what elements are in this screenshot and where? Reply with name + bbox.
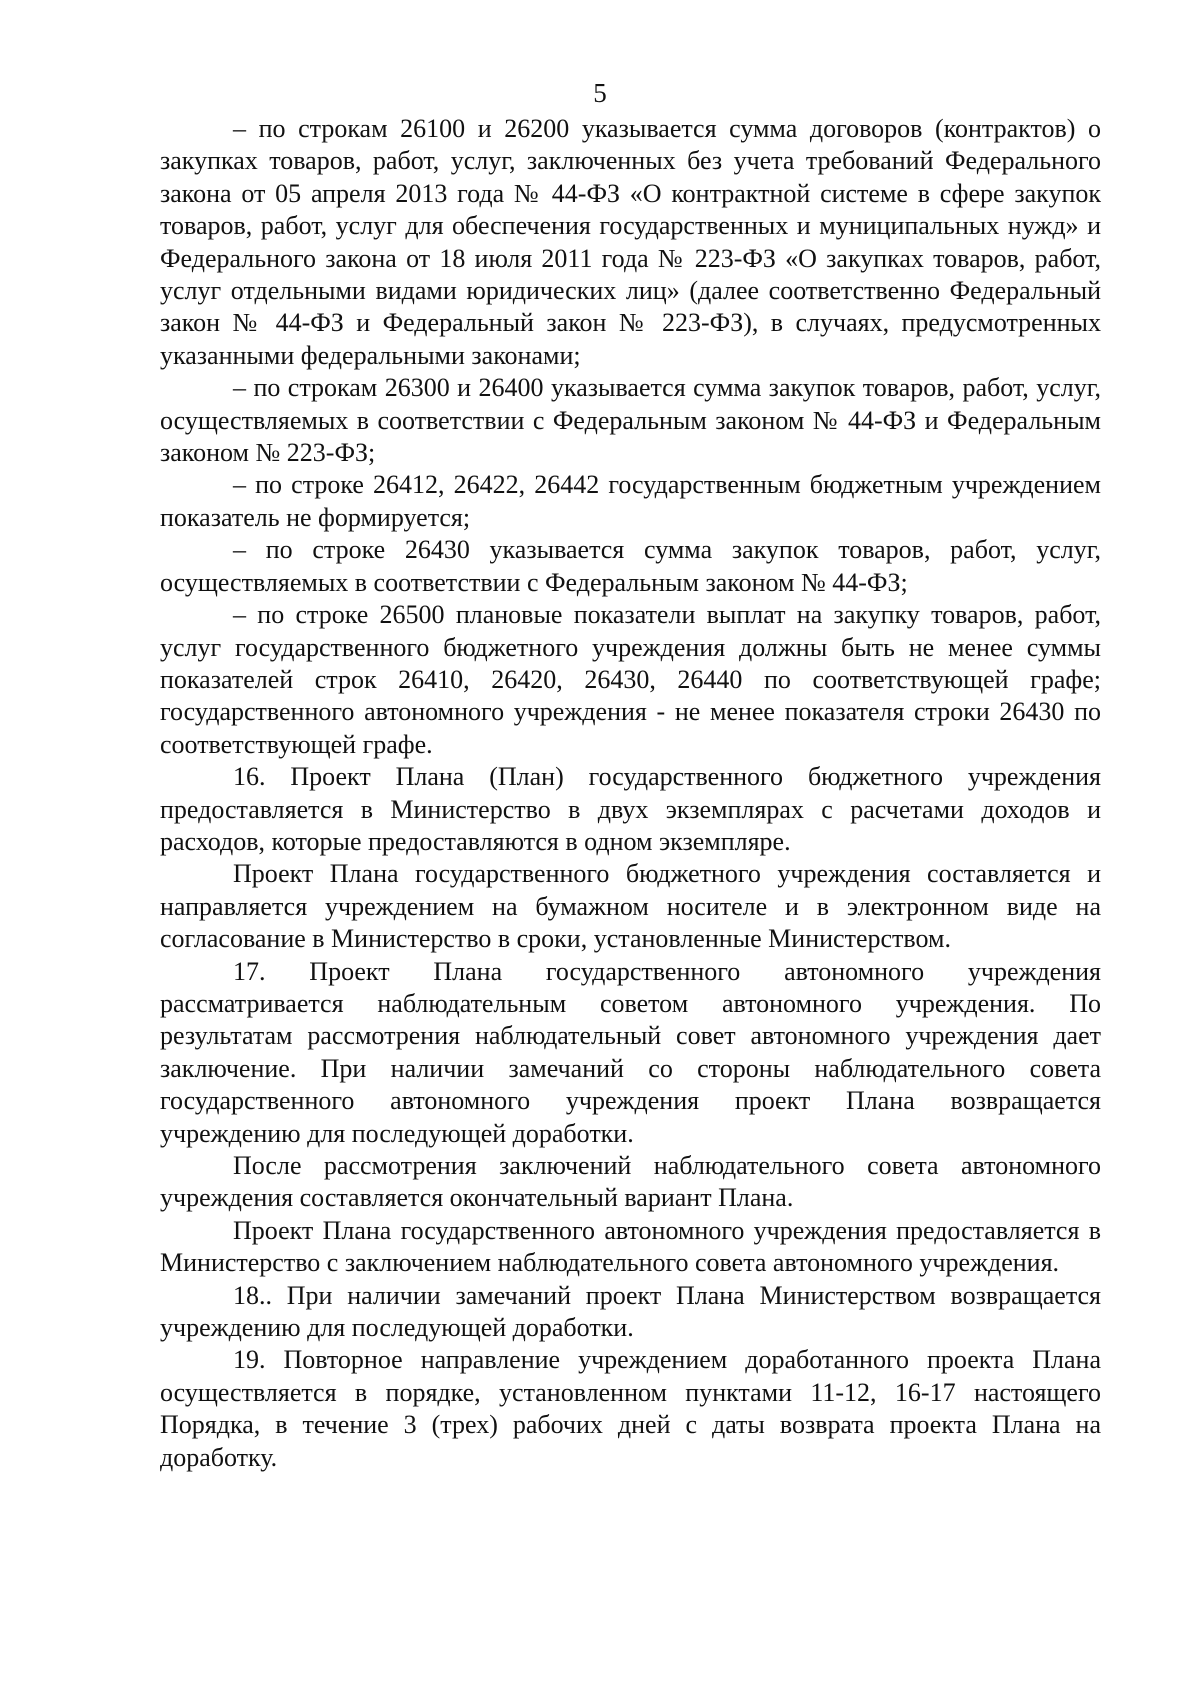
paragraph-item-17: 17. Проект Плана государственного автономного учреждения рассматривается наблюдательным советом автономного учреждения. По результатам рассмотрения наблюдательный совет автономного учреждения дает заключение. При наличии замечаний со стороны наблюдательного совета государственного автономного учреждения проект Плана возвращается учреждению для последующей доработки.	[160, 956, 1101, 1148]
paragraph-lines-26412-26442: – по строке 26412, 26422, 26442 государственным бюджетным учреждением показатель не формируется;	[160, 470, 1101, 532]
document-body	[160, 113, 1101, 1474]
paragraph-item-17-submission: Проект Плана государственного автономного учреждения предоставляется в Министерство с заключением наблюдательного совета автономного учреждения.	[160, 1215, 1101, 1278]
paragraph-item-16-submission: Проект Плана государственного бюджетного учреждения составляется и направляется учреждением на бумажном носителе и в электронном виде на согласование в Министерство в сроки, установленные Министерством.	[160, 859, 1101, 954]
page-number: 5	[593, 78, 607, 108]
paragraph-item-18: 18.. При наличии замечаний проект Плана Министерством возвращается учреждению для последующей доработки.	[160, 1280, 1101, 1343]
paragraph-item-19: 19. Повторное направление учреждением доработанного проекта Плана осуществляется в порядке, установленном пунктами 11-12, 16-17 настоящего Порядка, в течение 3 (трех) рабочих дней с даты возврата проекта Плана на доработку.	[160, 1345, 1101, 1472]
paragraph-line-26430: – по строке 26430 указывается сумма закупок товаров, работ, услуг, осуществляемых в соответствии с Федеральным законом № 44-ФЗ;	[160, 535, 1101, 597]
paragraph-item-16: 16. Проект Плана (План) государственного бюджетного учреждения предоставляется в Министерство в двух экземплярах с расчетами доходов и расходов, которые предоставляются в одном экземпляре.	[160, 762, 1101, 856]
paragraph-lines-26300-26400: – по строкам 26300 и 26400 указывается сумма закупок товаров, работ, услуг, осуществляемых в соответствии с Федеральным законом № 44-ФЗ и Федеральным законом № 223-ФЗ;	[160, 373, 1101, 468]
paragraph-line-26500: – по строке 26500 плановые показатели выплат на закупку товаров, работ, услуг государственного бюджетного учреждения должны быть не менее суммы показателей строк 26410, 26420, 26430, 26440 по соответствующей графе; государственного автономного учреждения - не менее показателя строки 26430 по соответствующей графе.	[160, 600, 1101, 759]
paragraph-lines-26100-26200: – по строкам 26100 и 26200 указывается сумма договоров (контрактов) о закупках товаров, работ, услуг, заключенных без учета требований Федерального закона от 05 апреля 2013 года № 44-ФЗ «О контрактной системе в сфере закупок товаров, работ, услуг для обеспечения государственных и муниципальных нужд» и Федерального закона от 18 июля 2011 года № 223-ФЗ «О закупках товаров, работ, услуг отдельными видами юридических лиц» (далее соответственно Федеральный закон № 44-ФЗ и Федеральный закон № 223-ФЗ), в случаях, предусмотренных указанными федеральными законами;	[160, 114, 1101, 370]
paragraph-item-17-final-version: После рассмотрения заключений наблюдательного совета автономного учреждения составляется окончательный вариант Плана.	[160, 1151, 1101, 1213]
